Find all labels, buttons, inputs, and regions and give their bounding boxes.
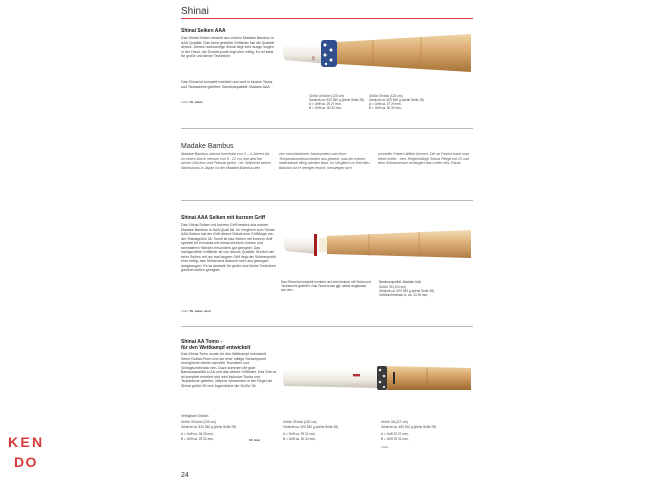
- short-quality: Bambusqualität: Madake AAA: [379, 280, 422, 284]
- tomo-c2-b: B = Griff ca. 30 32 mm,: [283, 437, 316, 441]
- short-size: Größe 39 (120 cm): [379, 285, 406, 289]
- madake-col-1: Madake Bambus wächst innerhalb von 3 – 4 Jahren bis zu einem Durch messer von 9 - 12 cm und wird bei sichen Glücken und Februar geem - let. Während seines Wachstums in Japan ist der Madake-Bambus den: [181, 152, 272, 171]
- tomo-article: SS_tomo: [249, 439, 261, 442]
- short-heading: Shinai AAA Seiken mit kurzem Griff: [181, 215, 266, 221]
- seiken-c2-weight: Gewicht ca. 520 540 g (siehe Seite 28): [369, 98, 424, 102]
- short-weight: Gewicht ca. 520 540 g (siehe Seite 28): [379, 289, 434, 293]
- shinai-seiken-image: [281, 28, 473, 90]
- page-number: 24: [181, 472, 189, 479]
- madake-col-2: vier verschiedenen Jahreszeiten und ihren Temperaturunterschieden aus gesetzt, was ihn extrem widerstands fähig werden lässt. Im Vergleich zu Keichiku-Bambus ist er weniger feucht, weswegen sich: [279, 152, 371, 171]
- short-body: Das Shinai Seiken mit kurzem Griff besteht aus extrem Madake Bambus in AAA Quali tät. Im Vergleich zum Shinai AAA Seiken hat der Griff dieses Shinai eine Grifflänge von der Shinaigröße 38. Somit ist das Seiken mit kurzem Griff speziell für Kendoka mit etwas kürzeren Armen und schmaleren Händen besonders gut geeignet. Das handgenähte Griffleder ist von deluxe Qualität. Ähnlich wie beim Seiken mit nor mal langem Griff liegt der Schwerpunkt eher mittig, das Shinai sind dadurch sehr aus gewogen ausgewogen. Es ist deshalb für große und kleine Techniken gleichermaßen geeignet.: [181, 223, 276, 272]
- tomo-c3-weight: Gewicht ca. 490 510 g (siehe Seite 28): [381, 425, 436, 429]
- short-grip: Griffdurchmesser A, ca. 24 26 mm,: [379, 293, 429, 297]
- short-article: Artikel: SS_seiken_short: [181, 310, 211, 313]
- seiken-c1-weight: Gewicht ca. 520 540 g (siehe Seite 28): [309, 98, 364, 102]
- tomo-available: Verfügbare Größen:: [181, 414, 210, 418]
- section-divider-1: [181, 128, 473, 129]
- title-rule: [181, 18, 473, 19]
- shinai-tomo-image: [281, 350, 473, 406]
- tomo-c3-a: A = Griff 25 27 mm,: [381, 432, 409, 436]
- seiken-body: Das Shinai Seiken besteht aus extrem Madake Bambus in AAA Qualität. Das hand gestellte Griffleder hat die Qualität deluxe. Dieses hochwertige Shinai liegt sehr ausge wogen in der Hand, der Schwerpunkt liegt eher mittig. Es ist ideal für große und kleine Techniken.: [181, 36, 275, 58]
- seiken-c1-b: B = Griff ca. 30 32 mm,: [309, 106, 342, 110]
- seiken-body-2: Das Shinai ist komplett montiert und wird in klusive Tsuba und Tsubadome geliefert. Bambusqualität: Madake AAA: [181, 80, 273, 89]
- section-divider-2: [181, 200, 473, 201]
- seiken-c2-b: B = Griff ca. 30 32 mm,: [369, 106, 402, 110]
- logo-letter-o: O: [25, 454, 37, 470]
- madake-col-3: schneller Fasern bilden können. Die se Fasern kann man leicht entfer - nen. Regelmäßige Shinai Pflege mit Öl und dem Shinaimesser verlängert das Leben des Shinai: [378, 152, 470, 166]
- tomo-body: Das Shinai Tomo wurde für den Wettkampf entwickelt. Seine Dobari-Form und der eher mittige Schwerpunkt ermöglichen kleine schnelle Techniken und Schlagkombinatio nen. Dazu kommen die gute Bambusqualität in AA und das deluxe Griffleder. Das Shin ai ist komplett montiert und wird inklusive Tsuba und Tsubadome geliefert. Männer verwenden in der Regel die Shinai größe 39 und Jugendliche die Größe 38.: [181, 352, 277, 388]
- svg-text:39: 39: [311, 56, 316, 61]
- logo-letter-k: K: [7, 434, 19, 450]
- tomo-c3-size: Größe 38 (117 cm): [381, 420, 408, 424]
- seiken-article: Artikel: SS_seiken: [181, 101, 203, 104]
- madake-heading: Madake Bambus: [181, 143, 234, 150]
- tomo-heading-2: für den Wettkampf entwickelt: [181, 345, 251, 351]
- shinai-short-image: [281, 218, 473, 274]
- logo-letter-e: E: [20, 434, 30, 450]
- tomo-c1-a: A = Griff ca. 26 28 mm,: [181, 432, 214, 436]
- seiken-c1-size: Größe 39 dünn (120 cm): [309, 94, 344, 98]
- tomo-c2-weight: Gewicht ca. 520 540 g (siehe Seite 28): [283, 425, 338, 429]
- kendo-logo: [7, 432, 55, 477]
- tomo-c3-article: Artikel:: [381, 446, 389, 449]
- tomo-c2-size: Größe 39 dick (120 cm): [283, 420, 317, 424]
- tomo-c1-size: Größe 39 dünn (120 cm): [181, 420, 216, 424]
- short-desc: Das Shinai ist komplett montiert und wird inklusiv mit Tsuba und Tsubadome geliefert. Das Tsuba muss ggf. selbst angepasst wer den.: [281, 280, 371, 292]
- seiken-c1-a: A = Griff ca. 25 27 mm,: [309, 102, 342, 106]
- tomo-c1-weight: Gewicht ca. 510 530 g (siehe Seite 28): [181, 425, 236, 429]
- tomo-c2-a: A = Griff ca. 29 31 mm,: [283, 432, 316, 436]
- seiken-c2-size: Größe 39 dick (120 cm): [369, 94, 403, 98]
- page-title: Shinai: [181, 6, 209, 17]
- seiken-c2-a: A = Griff ca. 27 29 mm,: [369, 102, 402, 106]
- section-divider-3: [181, 326, 473, 327]
- seiken-heading: Shinai Seiken AAA: [181, 28, 226, 34]
- tomo-heading: Shinai AA Tomo -: [181, 339, 222, 345]
- tomo-c1-b: B = Griff ca. 29 31 mm,: [181, 437, 214, 441]
- logo-letter-n: N: [31, 434, 43, 450]
- logo-letter-d: D: [13, 454, 25, 470]
- tomo-c3-b: B = Griff 29 31 mm,: [381, 437, 409, 441]
